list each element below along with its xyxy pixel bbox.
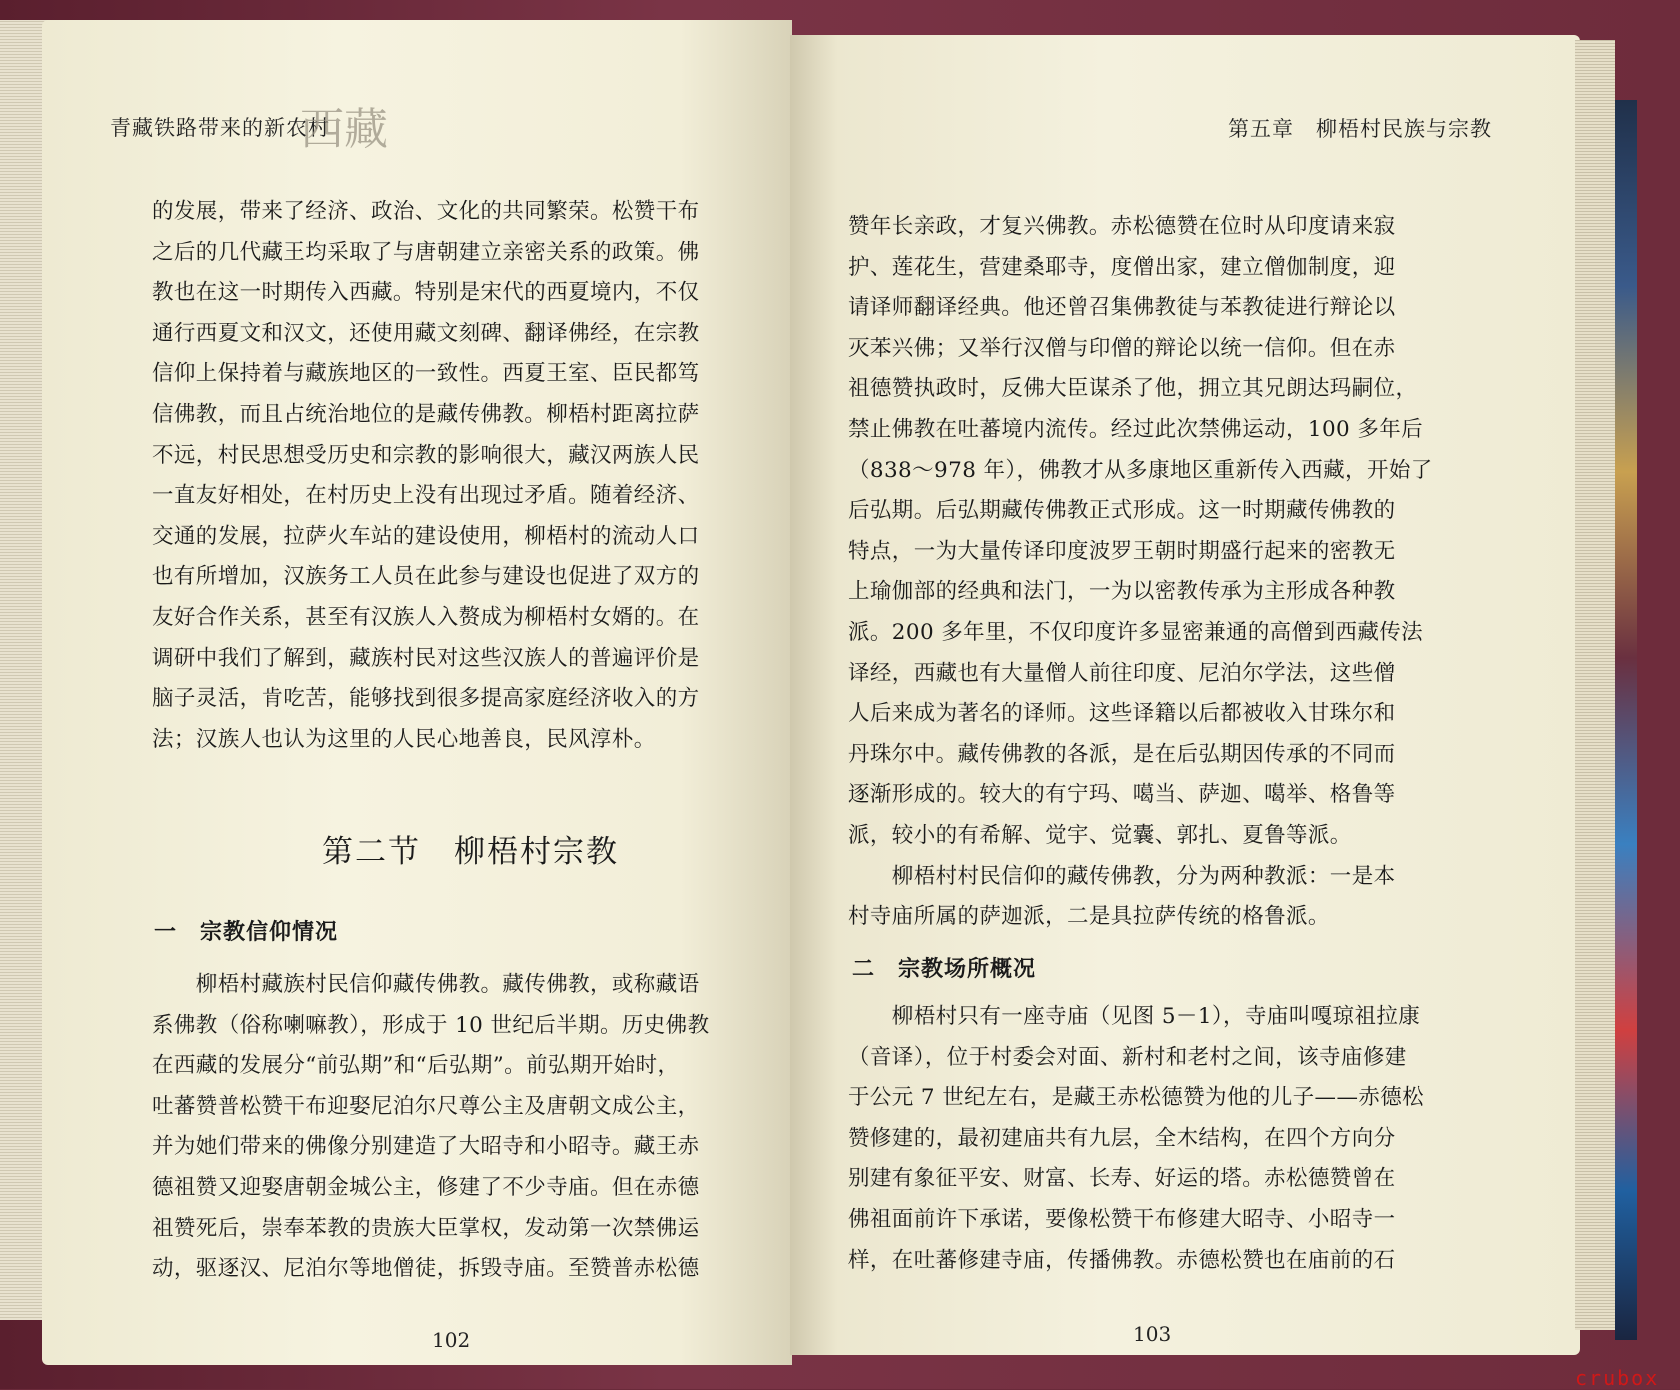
text-line: 柳梧村藏族村民信仰藏传佛教。藏传佛教，或称藏语 xyxy=(152,972,700,997)
text-line: 护、莲花生，营建桑耶寺，度僧出家，建立僧伽制度，迎 xyxy=(848,254,1396,280)
text-line: 于公元 7 世纪左右，是藏王赤松德赞为他的儿子——赤德松 xyxy=(848,1085,1425,1111)
text-line: 丹珠尔中。藏传佛教的各派，是在后弘期因传承的不同而 xyxy=(848,741,1396,767)
text-line: 禁止佛教在吐蕃境内流传。经过此次禁佛运动，100 多年后 xyxy=(848,416,1424,442)
text-line: 祖德赞执政时，反佛大臣谋杀了他，拥立其兄朗达玛嗣位， xyxy=(848,376,1418,402)
text-line: 一直友好相处，在村历史上没有出现过矛盾。随着经济、 xyxy=(152,483,700,509)
right-paragraph-bottom xyxy=(848,997,1568,1281)
text-line: 灭苯兴佛；又举行汉僧与印僧的辩论以统一信仰。但在赤 xyxy=(848,335,1396,361)
text-line: 信仰上保持着与藏族地区的一致性。西夏王室、臣民都笃 xyxy=(152,361,700,387)
text-line: （音译），位于村委会对面、新村和老村之间，该寺庙修建 xyxy=(848,1044,1407,1070)
text-line: 样，在吐蕃修建寺庙，传播佛教。赤德松赞也在庙前的石 xyxy=(848,1247,1396,1273)
text-line: 德祖赞又迎娶唐朝金城公主，修建了不少寺庙。但在赤德 xyxy=(152,1174,700,1200)
text-line: 之后的几代藏王均采取了与唐朝建立亲密关系的政策。佛 xyxy=(152,239,700,265)
text-line: 不远，村民思想受历史和宗教的影响很大，藏汉两族人民 xyxy=(152,442,700,468)
text-line: 调研中我们了解到，藏族村民对这些汉族人的普遍评价是 xyxy=(152,645,700,671)
text-line: 译经，西藏也有大量僧人前往印度、尼泊尔学法，这些僧 xyxy=(848,660,1396,686)
text-line: 也有所增加，汉族务工人员在此参与建设也促进了双方的 xyxy=(152,564,700,590)
logo-text: 西藏 xyxy=(300,104,388,155)
text-line: 柳梧村只有一座寺庙（见图 5－1），寺庙叫嘎琼祖拉康 xyxy=(848,1004,1421,1029)
text-line: 系佛教（俗称喇嘛教），形成于 10 世纪后半期。历史佛教 xyxy=(152,1012,710,1038)
text-line: 逐渐形成的。较大的有宁玛、噶当、萨迦、噶举、格鲁等 xyxy=(848,782,1396,808)
text-line: 请译师翻译经典。他还曾召集佛教徒与苯教徒进行辩论以 xyxy=(848,295,1396,321)
left-paragraph-bottom xyxy=(152,965,772,1290)
text-line: 吐蕃赞普松赞干布迎娶尼泊尔尺尊公主及唐朝文成公主， xyxy=(152,1093,700,1119)
left-page-number: 102 xyxy=(432,1328,471,1352)
text-line: 上瑜伽部的经典和法门，一为以密教传承为主形成各种教 xyxy=(848,579,1396,605)
section-title: 第二节 柳梧村宗教 xyxy=(322,834,619,870)
cover-edge-strip xyxy=(1615,100,1637,1340)
text-line: 人后来成为著名的译师。这些译籍以后都被收入甘珠尔和 xyxy=(848,701,1396,727)
watermark: crubox xyxy=(1575,1366,1660,1390)
text-line: 脑子灵活，肯吃苦，能够找到很多提高家庭经济收入的方 xyxy=(152,686,700,712)
right-page xyxy=(790,35,1580,1355)
subhead-religious-sites: 二 宗教场所概况 xyxy=(852,957,1037,982)
text-line: 并为她们带来的佛像分别建造了大昭寺和小昭寺。藏王赤 xyxy=(152,1134,700,1160)
text-line: （838～978 年），佛教才从多康地区重新传入西藏，开始了 xyxy=(848,457,1433,483)
text-line: 祖赞死后，崇奉苯教的贵族大臣掌权，发动第一次禁佛运 xyxy=(152,1215,700,1241)
text-line: 在西藏的发展分“前弘期”和“后弘期”。前弘期开始时， xyxy=(152,1053,680,1079)
xizang-calligraphy-logo xyxy=(294,92,404,160)
text-line: 动，驱逐汉、尼泊尔等地僧徒，拆毁寺庙。至赞普赤松德 xyxy=(152,1256,700,1282)
right-page-number: 103 xyxy=(1133,1322,1172,1346)
text-line: 的发展，带来了经济、政治、文化的共同繁荣。松赞干布 xyxy=(152,199,700,224)
right-page-edges xyxy=(1575,40,1615,1330)
text-line: 赞修建的，最初建庙共有九层，全木结构，在四个方向分 xyxy=(848,1125,1396,1151)
text-line: 村寺庙所属的萨迦派，二是具拉萨传统的格鲁派。 xyxy=(848,904,1330,930)
text-line: 派，较小的有希解、觉宇、觉囊、郭扎、夏鲁等派。 xyxy=(848,822,1352,848)
text-line: 法；汉族人也认为这里的人民心地善良，民风淳朴。 xyxy=(152,726,656,752)
text-line: 信佛教，而且占统治地位的是藏传佛教。柳梧村距离拉萨 xyxy=(152,401,700,427)
text-line: 后弘期。后弘期藏传佛教正式形成。这一时期藏传佛教的 xyxy=(848,498,1396,524)
right-running-head: 第五章 柳梧村民族与宗教 xyxy=(1228,117,1492,141)
text-line: 通行西夏文和汉文，还使用藏文刻碑、翻译佛经，在宗教 xyxy=(152,320,700,346)
text-line: 佛祖面前许下承诺，要像松赞干布修建大昭寺、小昭寺一 xyxy=(848,1206,1396,1232)
text-line: 教也在这一时期传入西藏。特别是宋代的西夏境内，不仅 xyxy=(152,280,700,306)
text-line: 派。200 多年里，不仅印度许多显密兼通的高僧到西藏传法 xyxy=(848,619,1424,645)
left-paragraph-top xyxy=(152,192,772,760)
left-page xyxy=(42,20,792,1365)
text-line: 赞年长亲政，才复兴佛教。赤松德赞在位时从印度请来寂 xyxy=(848,214,1396,239)
text-line: 别建有象征平安、财富、长寿、好运的塔。赤松德赞曾在 xyxy=(848,1166,1396,1192)
text-line: 柳梧村村民信仰的藏传佛教，分为两种教派：一是本 xyxy=(848,863,1396,889)
left-running-head: 青藏铁路带来的新农村 xyxy=(110,116,330,140)
text-line: 友好合作关系，甚至有汉族人入赘成为柳梧村女婿的。在 xyxy=(152,604,700,630)
right-paragraph-top xyxy=(848,207,1568,938)
subhead-religious-belief: 一 宗教信仰情况 xyxy=(154,920,339,945)
text-line: 交通的发展，拉萨火车站的建设使用，柳梧村的流动人口 xyxy=(152,523,700,549)
text-line: 特点，一为大量传译印度波罗王朝时期盛行起来的密教无 xyxy=(848,538,1396,564)
